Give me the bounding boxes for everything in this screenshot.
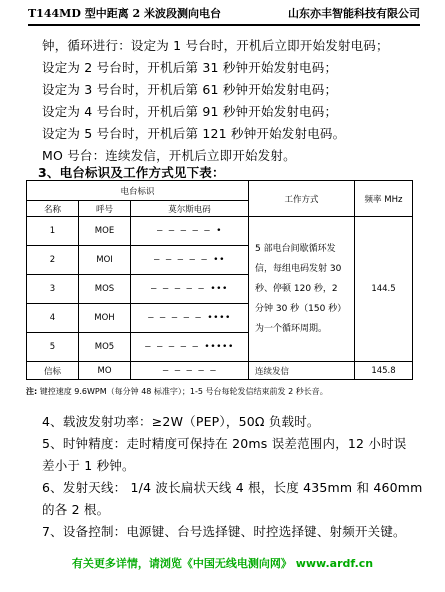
beacon-call: MO [79, 362, 131, 380]
table-group-header: 电台标识 [27, 181, 249, 201]
table-header-freq: 频率 MHz [355, 181, 413, 217]
table-header-call: 呼号 [79, 201, 131, 217]
para-line: 设定为 2 号台时，开机后第 31 秒钟开始发射电码； [42, 60, 338, 75]
station-morse: — — — — — •••• [131, 304, 249, 333]
footer-link[interactable]: 有关更多详情，请浏览《中国无线电测向网》 www.ardf.cn [71, 557, 374, 570]
section-3-title: 3、电台标识及工作方式见下表： [38, 165, 225, 180]
para-line: 设定为 3 号台时，开机后第 61 秒钟开始发射电码； [42, 82, 338, 97]
cycle-mode-description: 5 部电台间歇循环发信，每组电码发射 30 秒、停顿 120 秒，2 分钟 30 秒（150 秒）为一个循环周期。 [249, 217, 355, 362]
table-header-morse: 莫尔斯电码 [131, 201, 249, 217]
table-header-name: 名称 [27, 201, 79, 217]
table-row [27, 217, 413, 246]
station-morse: — — — — — ••• [131, 275, 249, 304]
beacon-name: 信标 [27, 362, 79, 380]
header-product-title: T144MD 型中距离 2 米波段测向电台 [28, 7, 222, 20]
station-name: 4 [27, 304, 79, 333]
spec-line: 差小于 1 秒钟。 [42, 458, 135, 473]
table-row-beacon [27, 362, 413, 380]
station-name: 2 [27, 246, 79, 275]
table-note [26, 386, 412, 397]
para-line: 设定为 5 号台时，开机后第 121 秒钟开始发射电码。 [42, 126, 346, 141]
station-morse: — — — — — •• [131, 246, 249, 275]
station-name: 1 [27, 217, 79, 246]
para-line: 设定为 4 号台时，开机后第 91 秒钟开始发射电码； [42, 104, 338, 119]
station-call: MO5 [79, 333, 131, 362]
spec-line: 的各 2 根。 [42, 502, 110, 517]
note-text: 键控速度 9.6WPM（每分钟 48 标准字）；1-5 号台每轮发信结束前发 2 秒长音。 [39, 387, 328, 396]
station-table [26, 180, 413, 380]
para-line: 钟，循环进行：设定为 1 号台时，开机后立即开始发射电码； [42, 38, 389, 53]
station-call: MOH [79, 304, 131, 333]
station-morse: — — — — — • [131, 217, 249, 246]
spec-line: 6、发射天线： 1/4 波长扁状天线 4 根，长度 435mm 和 460mm [42, 480, 423, 495]
spec-line: 4、载波发射功率：≥2W（PEP），50Ω 负载时。 [42, 414, 320, 429]
table-header-mode: 工作方式 [249, 181, 355, 217]
spec-line: 7、设备控制：电源键、台号选择键、时控选择键、射频开关键。 [42, 524, 406, 539]
spec-line: 5、时钟精度：走时精度可保持在 20ms 误差范围内，12 小时误 [42, 436, 407, 451]
station-name: 3 [27, 275, 79, 304]
beacon-morse: — — — — — [131, 362, 249, 380]
para-line: MO 号台：连续发信，开机后立即开始发射。 [42, 148, 296, 163]
station-call: MOE [79, 217, 131, 246]
station-morse: — — — — — ••••• [131, 333, 249, 362]
station-call: MOI [79, 246, 131, 275]
note-label: 注: [26, 387, 38, 396]
station-name: 5 [27, 333, 79, 362]
page-header [28, 4, 420, 26]
station-call: MOS [79, 275, 131, 304]
beacon-mode: 连续发信 [249, 362, 355, 380]
beacon-frequency: 145.8 [355, 362, 413, 380]
header-company-name: 山东亦丰智能科技有限公司 [288, 7, 420, 20]
cycle-frequency: 144.5 [355, 217, 413, 362]
